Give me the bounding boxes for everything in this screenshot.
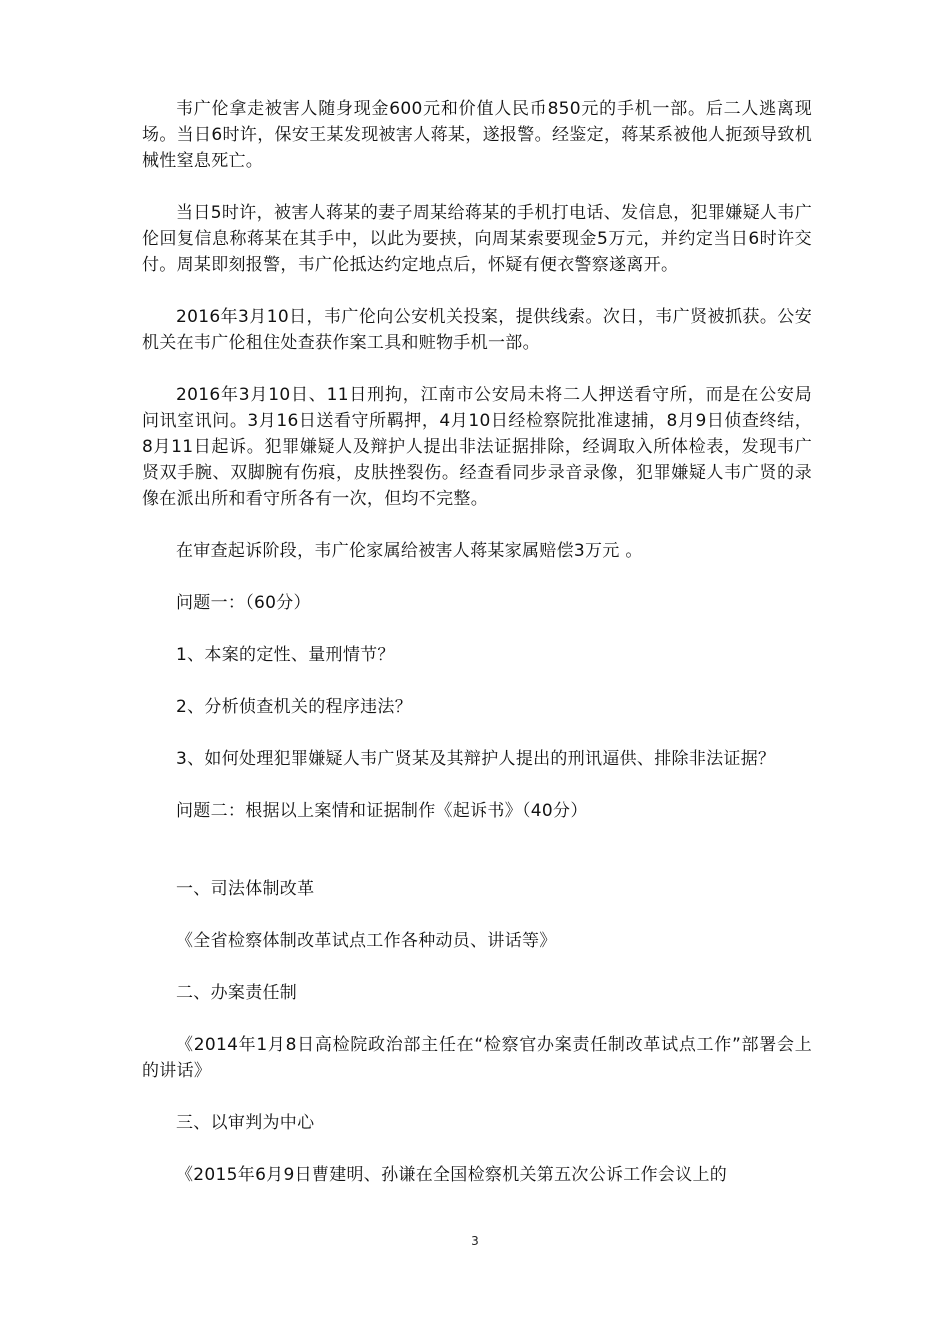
- section-heading-trial-centered: 三、以审判为中心: [176, 1113, 315, 1133]
- section-heading-case-responsibility: 二、办案责任制: [176, 983, 298, 1003]
- question-one-heading: 问题一：（60分）: [176, 593, 311, 613]
- paragraph-surrender: 2016年3月10日，韦广伦向公安机关投案，提供线索。次日，韦广贤被抓获。公安机关在韦广伦租住处查获作案工具和赃物手机一部。: [142, 307, 812, 353]
- question-one-item-1: 1、本案的定性、量刑情节？: [176, 645, 395, 665]
- reference-judicial-reform: 《全省检察体制改革试点工作各种动员、讲话等》: [176, 931, 557, 951]
- section-heading-judicial-reform: 一、司法体制改革: [176, 879, 315, 899]
- reference-case-responsibility: 《2014年1月8日高检院政治部主任在“检察官办案责任制改革试点工作”部署会上的讲话》: [142, 1035, 812, 1081]
- page-number: 3: [471, 1234, 479, 1248]
- paragraph-procedure: 2016年3月10日、11日刑拘，江南市公安局未将二人押送看守所，而是在公安局问讯室讯问。3月16日送看守所羁押，4月10日经检察院批准逮捕，8月9日侦查终结，8月11日起诉。犯罪嫌疑人及辩护人提出非法证据排除，经调取入所体检表，发现韦广贤双手腕、双脚腕有伤痕，皮肤挫裂伤。经查看同步录音录像，犯罪嫌疑人韦广贤的录像在派出所和看守所各有一次，但均不完整。: [142, 385, 812, 509]
- paragraph-extortion-facts: 当日5时许，被害人蒋某的妻子周某给蒋某的手机打电话、发信息，犯罪嫌疑人韦广伦回复信息称蒋某在其手中，以此为要挟，向周某索要现金5万元，并约定当日6时许交付。周某即刻报警，韦广伦抵达约定地点后，怀疑有便衣警察遂离开。: [142, 203, 812, 275]
- paragraph-compensation: 在审查起诉阶段，韦广伦家属给被害人蒋某家属赔偿3万元 。: [176, 541, 643, 561]
- document-body: [142, 96, 812, 1214]
- paragraph-robbery-facts: 韦广伦拿走被害人随身现金600元和价值人民币850元的手机一部。后二人逃离现场。当日6时许，保安王某发现被害人蒋某，遂报警。经鉴定，蒋某系被他人扼颈导致机械性窒息死亡。: [142, 99, 812, 171]
- question-one-item-3: 3、如何处理犯罪嫌疑人韦广贤某及其辩护人提出的刑讯逼供、排除非法证据？: [176, 749, 776, 769]
- question-one-item-2: 2、分析侦查机关的程序违法？: [176, 697, 413, 717]
- reference-trial-centered: 《2015年6月9日曹建明、孙谦在全国检察机关第五次公诉工作会议上的: [176, 1165, 728, 1185]
- question-two-heading: 问题二：根据以上案情和证据制作《起诉书》（40分）: [176, 801, 588, 821]
